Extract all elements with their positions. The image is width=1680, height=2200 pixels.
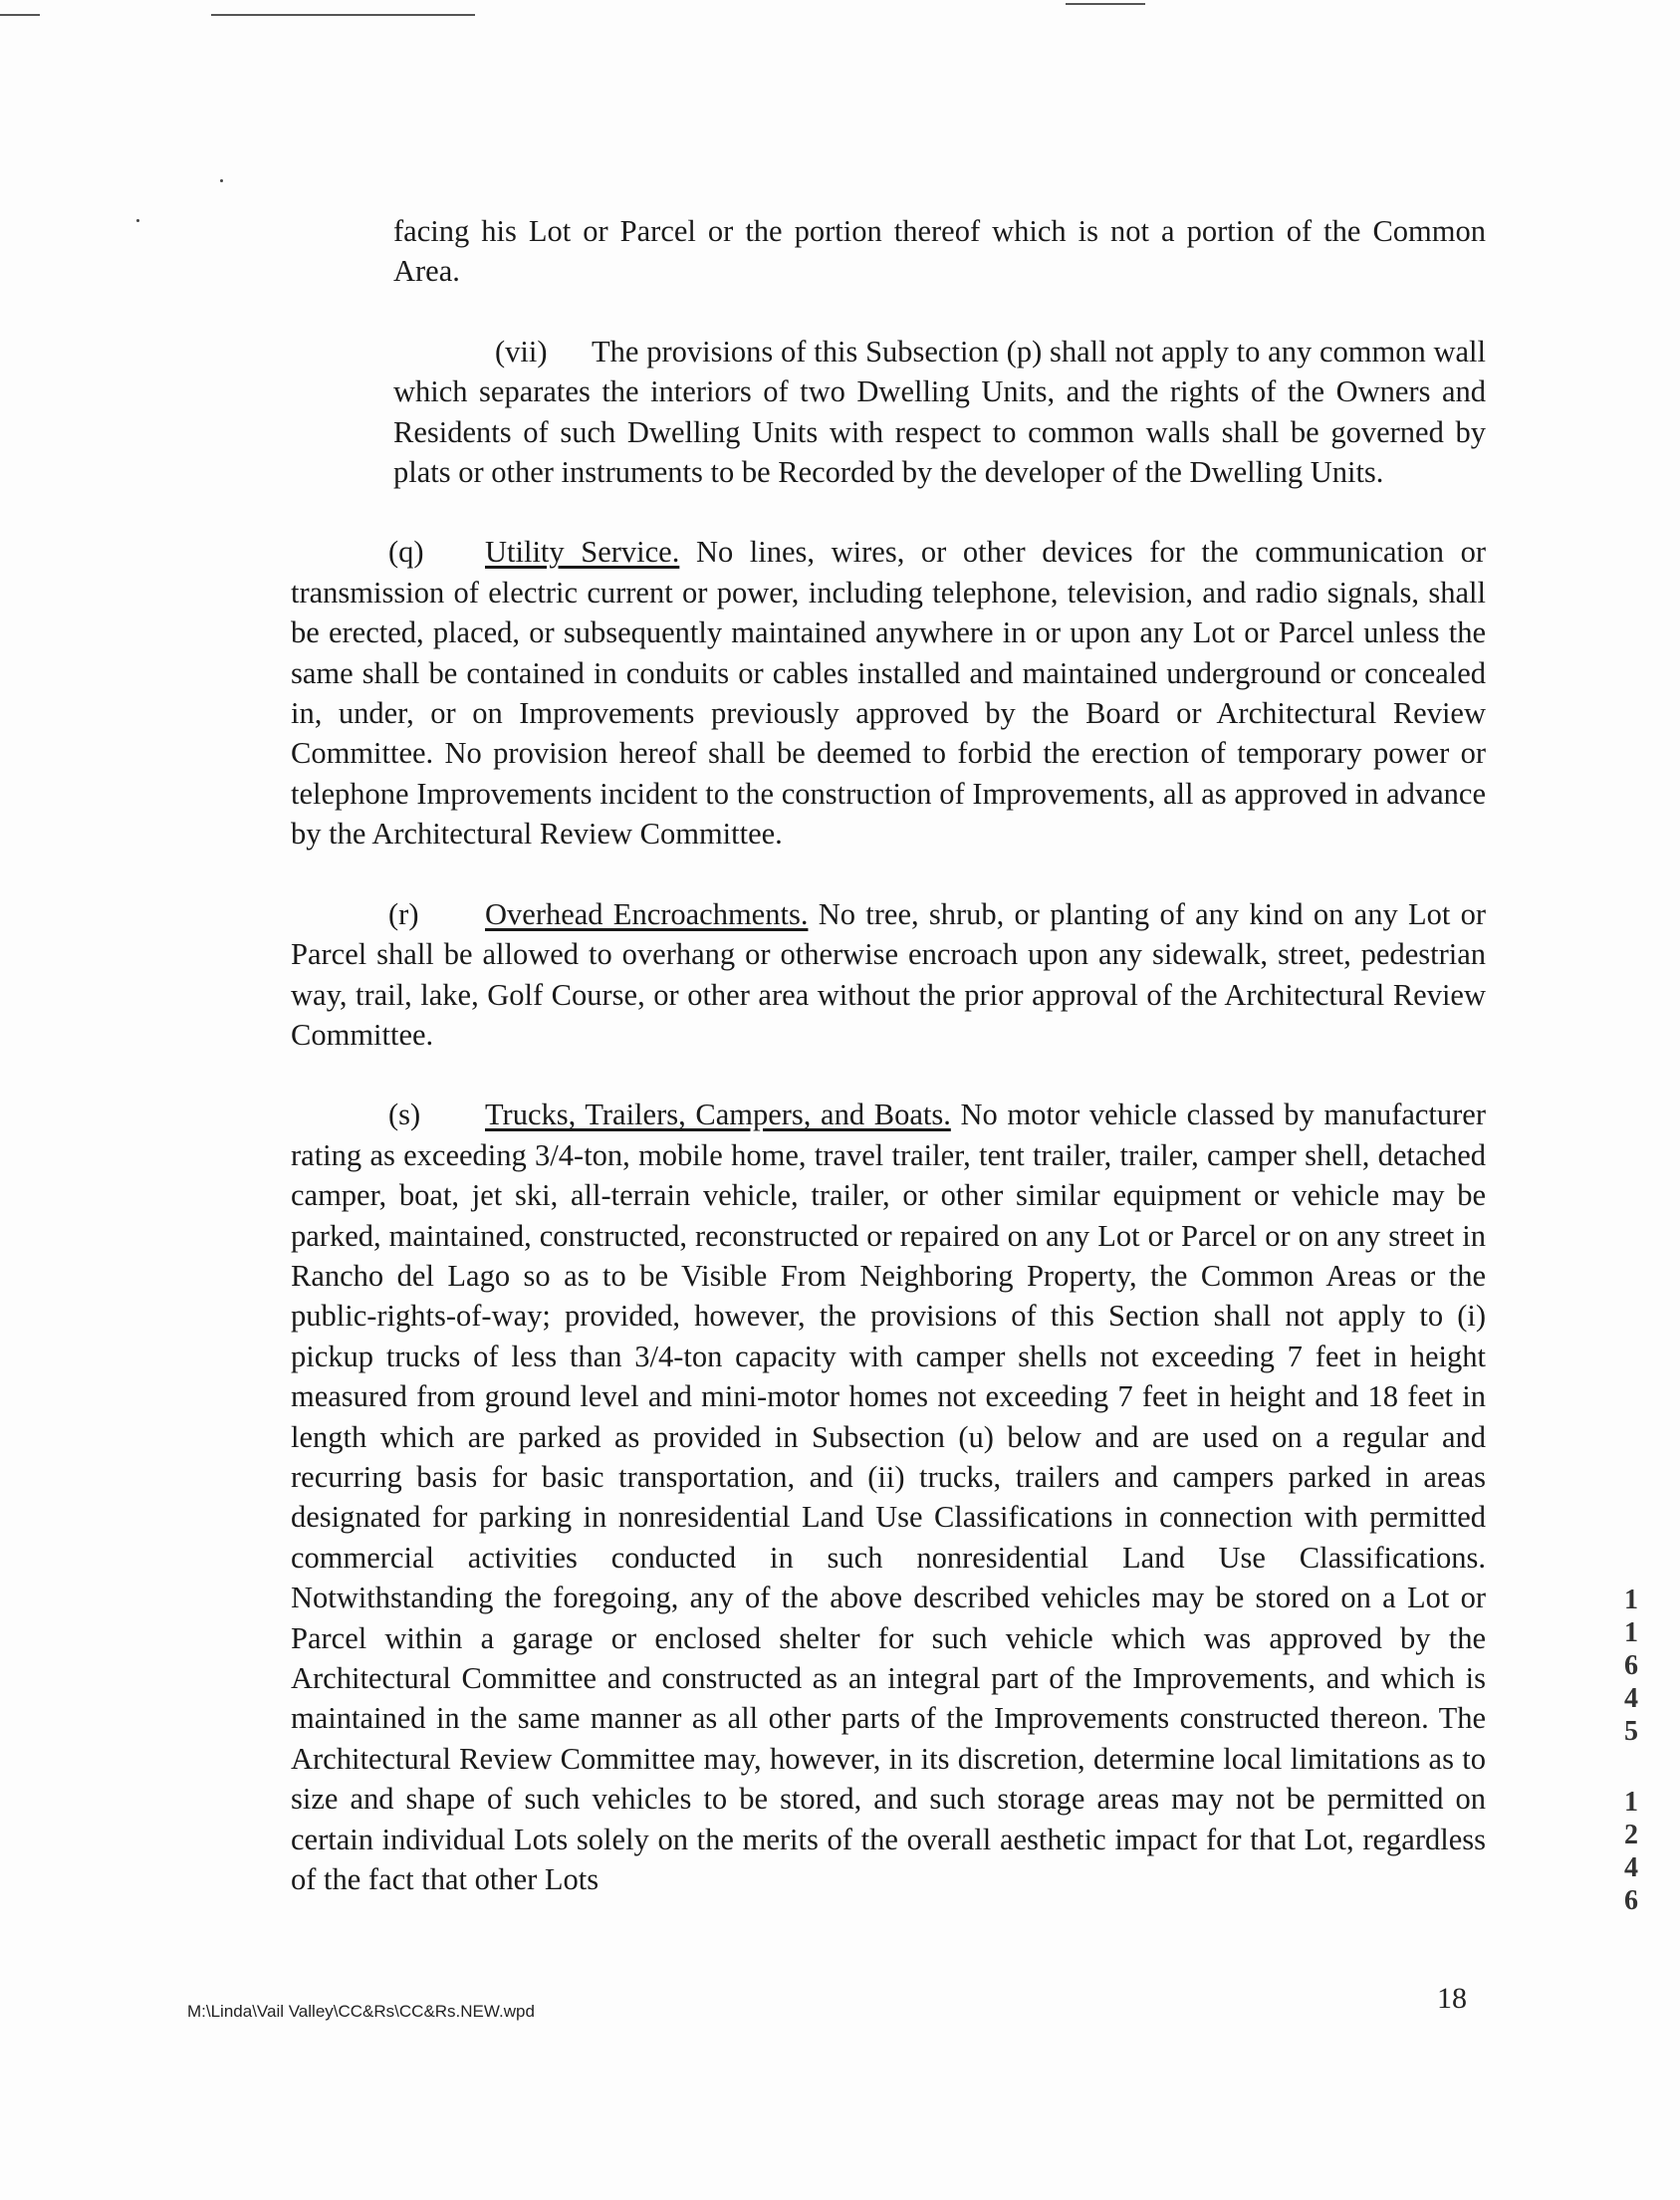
paragraph-s <box>291 1095 1486 1899</box>
stamp-digit: 4 <box>1624 1683 1638 1714</box>
page-number: 18 <box>1437 1982 1467 2015</box>
scan-artifact-dot <box>220 179 223 182</box>
section-heading: Overhead Encroachments. <box>485 896 809 931</box>
stamp-digit: 6 <box>1624 1885 1638 1916</box>
paragraph-text: No motor vehicle classed by manufacturer rating as exceeding 3/4-ton, mobile home, travel trailer, tent trailer, trailer, camper shell, detached camper, boat, jet ski, all-terrain vehicle, trailer, or other similar equipment or vehicle may be parked, maintained, constructed, reconstructed or repaired on any Lot or Parcel or on any street in Rancho del Lago so as to be Visible From Neighboring Property, the Common Areas or the public-rights-of-way; provided, however, the provisions of this Section shall not apply to (i) pickup trucks of less than 3/4-ton capacity with camper shells not exceeding 7 feet in height measured from ground level and mini-motor homes not exceeding 7 feet in height and 18 feet in length which are parked as provided in Subsection (u) below and are used on a regular and recurring basis for basic transportation, and (ii) trucks, trailers and campers parked in areas designated for parking in nonresidential Land Use Classifications in connection with permitted commercial activities conducted in such nonresidential Land Use Classifications. Notwithstanding the foregoing, any of the above described vehicles may be stored on a Lot or Parcel within a garage or enclosed shelter for such vehicle which was approved by the Architectural Committee and constructed as an integral part of the Improvements, and which is maintained in the same manner as all other parts of the Improvements constructed thereon. The Architectural Review Committee may, however, in its discretion, determine local limitations as to size and shape of such vehicles to be stored, and such storage areas may not be permitted on certain individual Lots solely on the merits of the overall aesthetic impact for that Lot, regardless of the fact that other Lots <box>291 1098 1486 1897</box>
stamp-digit: 6 <box>1624 1650 1638 1681</box>
scan-artifact-line <box>1066 3 1145 5</box>
stamp-digit: 1 <box>1624 1585 1638 1615</box>
scan-artifact-dot <box>136 219 139 222</box>
paragraph-label: (r) <box>388 896 419 931</box>
paragraph-r <box>291 894 1486 1056</box>
stamp-digit: 1 <box>1624 1617 1638 1648</box>
stamp-digit: 1 <box>1624 1787 1638 1818</box>
scan-artifact-line <box>0 14 40 16</box>
paragraph-q <box>291 532 1486 854</box>
document-body <box>291 211 1486 1899</box>
stamp-digit: 5 <box>1624 1716 1638 1747</box>
paragraph-text: No tree, shrub, or planting of any kind on any Lot or Parcel shall be allowed to overhang or otherwise encroach upon any sidewalk, street, pedestrian way, trail, lake, Golf Course, or other area without the prior approval of the Architectural Review Committee. <box>291 896 1487 1052</box>
stamp-digit: 4 <box>1624 1852 1638 1883</box>
paragraph-label: (q) <box>388 535 424 570</box>
recording-stamp <box>1611 1584 1651 1917</box>
footer-file-path: M:\Linda\Vail Valley\CC&Rs\CC&Rs.NEW.wpd <box>187 2002 535 2021</box>
paragraph-vii <box>393 332 1486 493</box>
paragraph-text: facing his Lot or Parcel or the portion thereof which is not a portion of the Common Area. <box>393 214 1486 289</box>
paragraph-text: The provisions of this Subsection (p) shall not apply to any common wall which separates the interiors of two Dwelling Units, and the rights of the Owners and Residents of such Dwelling Units with respect to common walls shall be governed by plats or other instruments to be Recorded by the developer of the Dwelling Units. <box>393 334 1486 490</box>
paragraph-text: No lines, wires, or other devices for the communication or transmission of electric current or power, including telephone, television, and radio signals, shall be erected, placed, or subsequently maintained anywhere in or upon any Lot or Parcel unless the same shall be contained in conduits or cables installed and maintained underground or concealed in, under, or on Improvements previously approved by the Board or Architectural Review Committee. No provision hereof shall be deemed to forbid the erection of temporary power or telephone Improvements incident to the construction of Improvements, all as approved in advance by the Architectural Review Committee. <box>291 535 1487 852</box>
section-heading: Trucks, Trailers, Campers, and Boats. <box>485 1098 951 1132</box>
stamp-digit: 2 <box>1624 1820 1638 1850</box>
scan-artifact-line <box>211 14 475 16</box>
paragraph-label: (vii) <box>495 334 548 368</box>
paragraph-label: (s) <box>388 1098 421 1132</box>
paragraph-continuation <box>393 211 1486 292</box>
section-heading: Utility Service. <box>485 535 680 570</box>
